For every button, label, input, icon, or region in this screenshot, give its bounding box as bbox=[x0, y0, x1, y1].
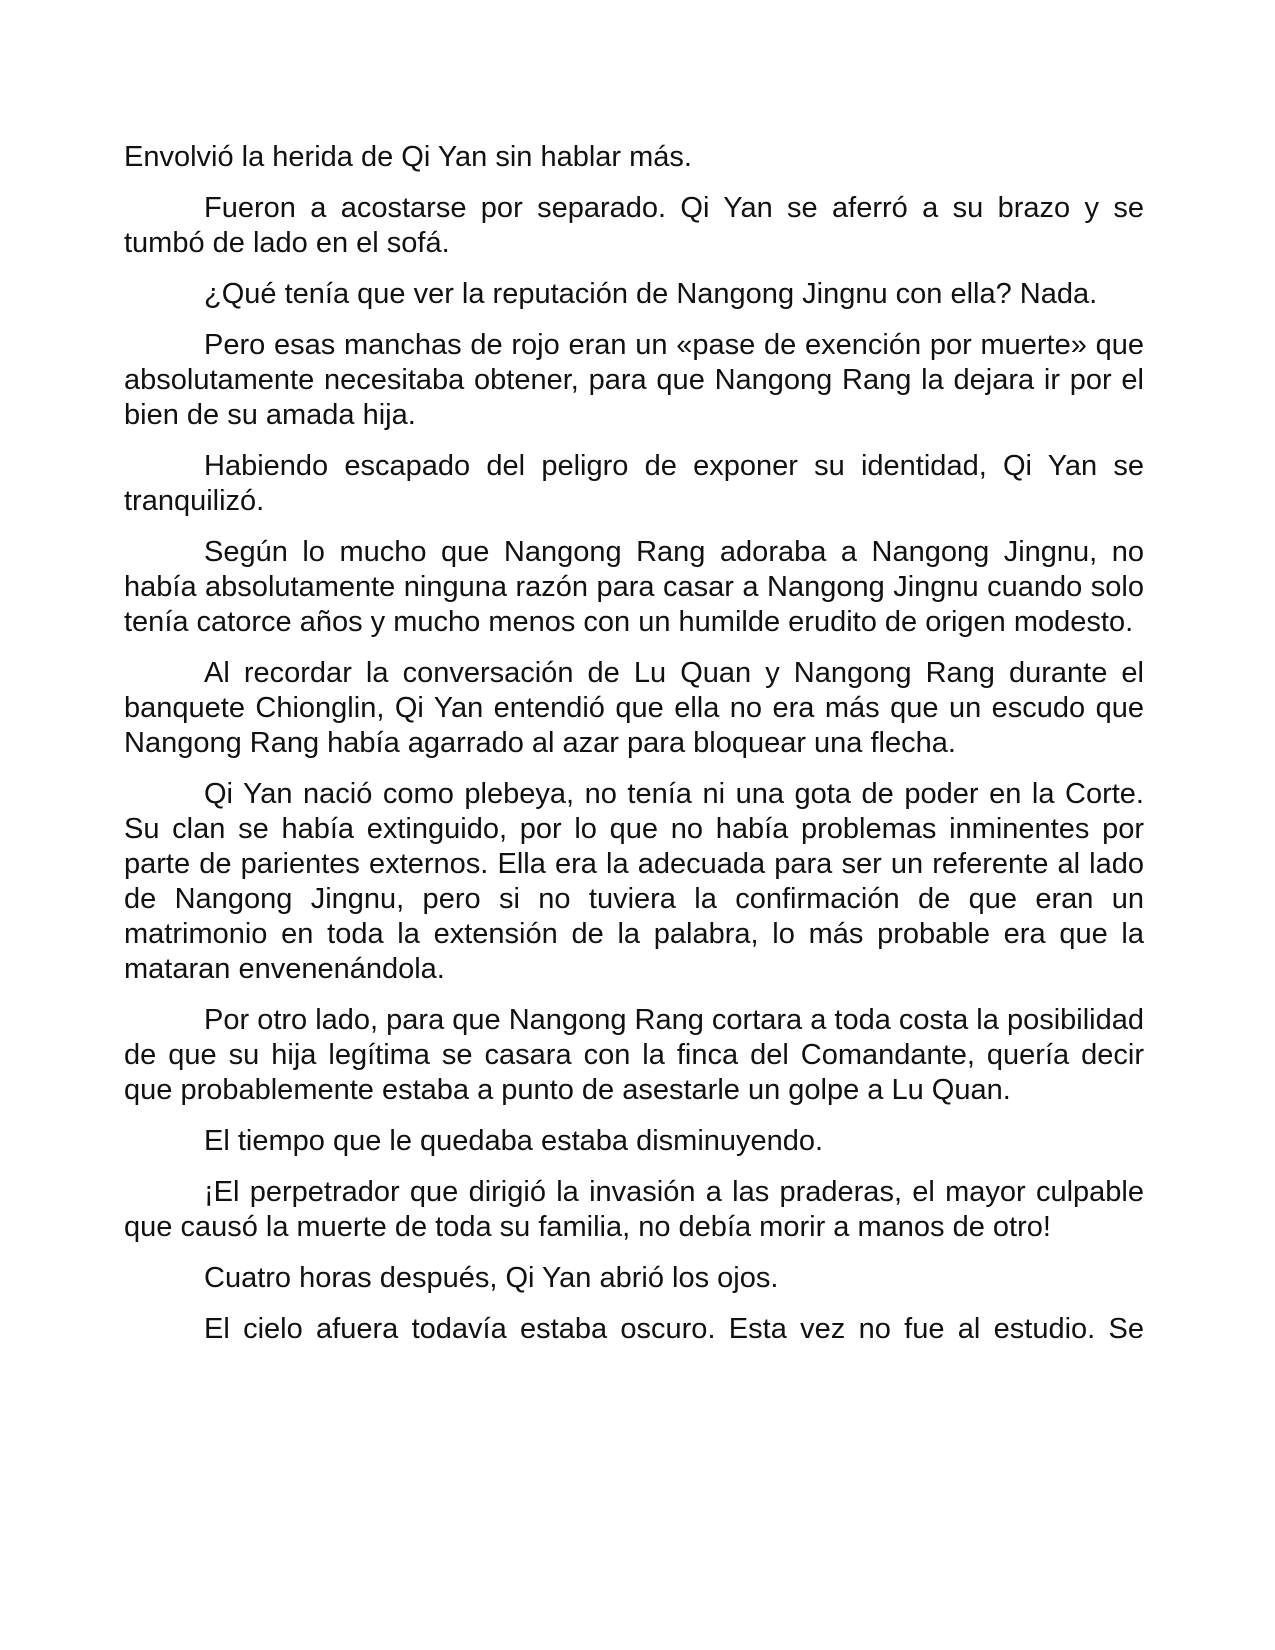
paragraph: Cuatro horas después, Qi Yan abrió los ojos. bbox=[204, 1262, 779, 1294]
paragraph: Según lo mucho que Nangong Rang adoraba a Nangong Jingnu, no había absolutamente ninguna razón para casar a Nangong Jingnu cuando solo tenía catorce años y mucho menos con un humilde erudito de origen modesto. bbox=[124, 536, 1144, 638]
paragraph: Por otro lado, para que Nangong Rang cortara a toda costa la posibilidad de que su hija legítima se casara con la finca del Comandante, quería decir que probablemente estaba a punto de asestarle un golpe a Lu Quan. bbox=[124, 1004, 1144, 1106]
paragraph: Qi Yan nació como plebeya, no tenía ni una gota de poder en la Corte. Su clan se había extinguido, por lo que no había problemas inminentes por parte de parientes externos. Ella era la adecuada para ser un referente al lado de Nangong Jingnu, pero si no tuviera la confirmación de que eran un matrimonio en toda la extensión de la palabra, lo más probable era que la mataran envenenándola. bbox=[124, 778, 1144, 985]
paragraph: ¿Qué tenía que ver la reputación de Nangong Jingnu con ella? Nada. bbox=[204, 278, 1098, 310]
paragraph: Fueron a acostarse por separado. Qi Yan se aferró a su brazo y se tumbó de lado en el sofá. bbox=[124, 192, 1144, 259]
paragraph: Envolvió la herida de Qi Yan sin hablar más. bbox=[124, 141, 692, 173]
paragraph: El tiempo que le quedaba estaba disminuyendo. bbox=[204, 1125, 824, 1157]
paragraph: Pero esas manchas de rojo eran un «pase de exención por muerte» que absolutamente necesitaba obtener, para que Nangong Rang la dejara ir por el bien de su amada hija. bbox=[124, 329, 1144, 431]
paragraph: ¡El perpetrador que dirigió la invasión a las praderas, el mayor culpable que causó la muerte de toda su familia, no debía morir a manos de otro! bbox=[124, 1176, 1144, 1243]
paragraph: Habiendo escapado del peligro de exponer su identidad, Qi Yan se tranquilizó. bbox=[124, 450, 1144, 517]
paragraph: El cielo afuera todavía estaba oscuro. Esta vez no fue al estudio. Se bbox=[204, 1313, 1144, 1345]
document-page bbox=[124, 140, 1144, 1347]
paragraph: Al recordar la conversación de Lu Quan y Nangong Rang durante el banquete Chionglin, Qi Yan entendió que ella no era más que un escudo que Nangong Rang había agarrado al azar para bloquear una flecha. bbox=[124, 657, 1144, 759]
